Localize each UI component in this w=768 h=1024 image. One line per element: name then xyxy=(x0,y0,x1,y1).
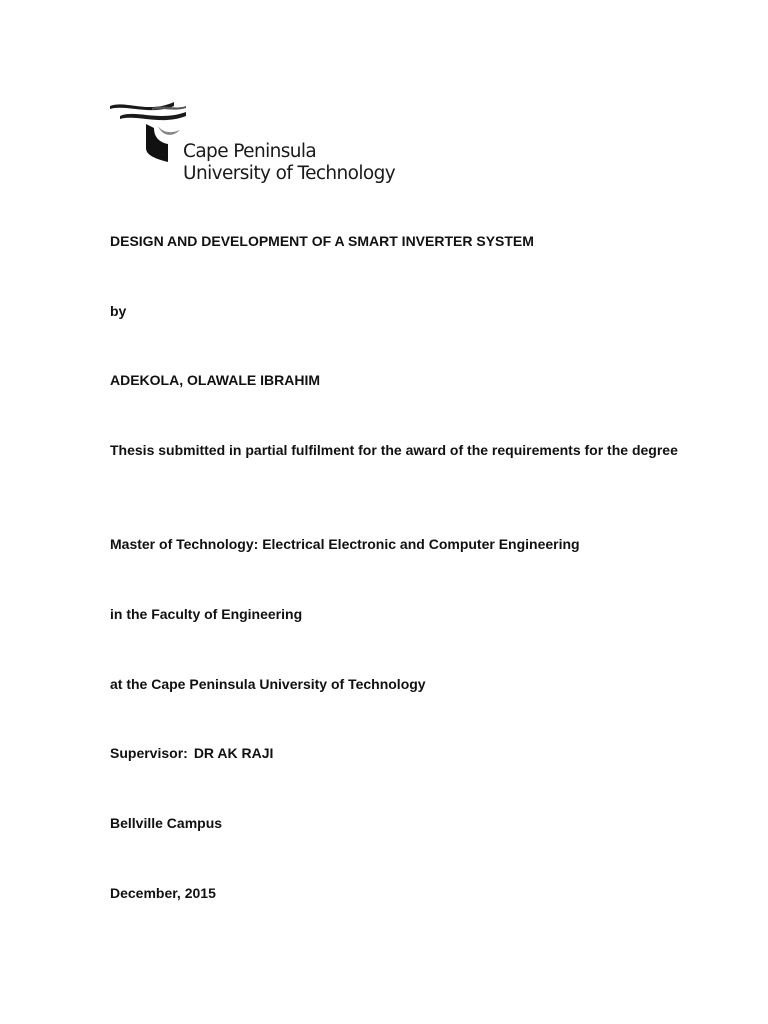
by-label: by xyxy=(110,303,127,319)
logo-line-1: Cape Peninsula xyxy=(183,141,317,162)
logo-wordmark xyxy=(183,141,395,185)
faculty-name: in the Faculty of Engineering xyxy=(110,606,303,622)
institution-name: at the Cape Peninsula University of Technology xyxy=(110,676,426,692)
logo-line-2: University of Technology xyxy=(183,163,396,184)
supervisor-name: DR AK RAJI xyxy=(193,745,274,761)
submission-statement: Thesis submitted in partial fulfilment for the award of the requirements for the degree xyxy=(110,442,678,458)
author-name: ADEKOLA, OLAWALE IBRAHIM xyxy=(110,372,320,388)
submission-date: December, 2015 xyxy=(110,885,216,901)
degree-name: Master of Technology: Electrical Electronic and Computer Engineering xyxy=(110,536,580,552)
cput-wave-emblem-icon xyxy=(108,100,188,164)
thesis-title: DESIGN AND DEVELOPMENT OF A SMART INVERTER SYSTEM xyxy=(110,233,534,249)
university-logo xyxy=(108,100,408,190)
campus-name: Bellville Campus xyxy=(110,815,223,831)
supervisor xyxy=(110,741,273,766)
supervisor-label: Supervisor: xyxy=(110,745,188,761)
